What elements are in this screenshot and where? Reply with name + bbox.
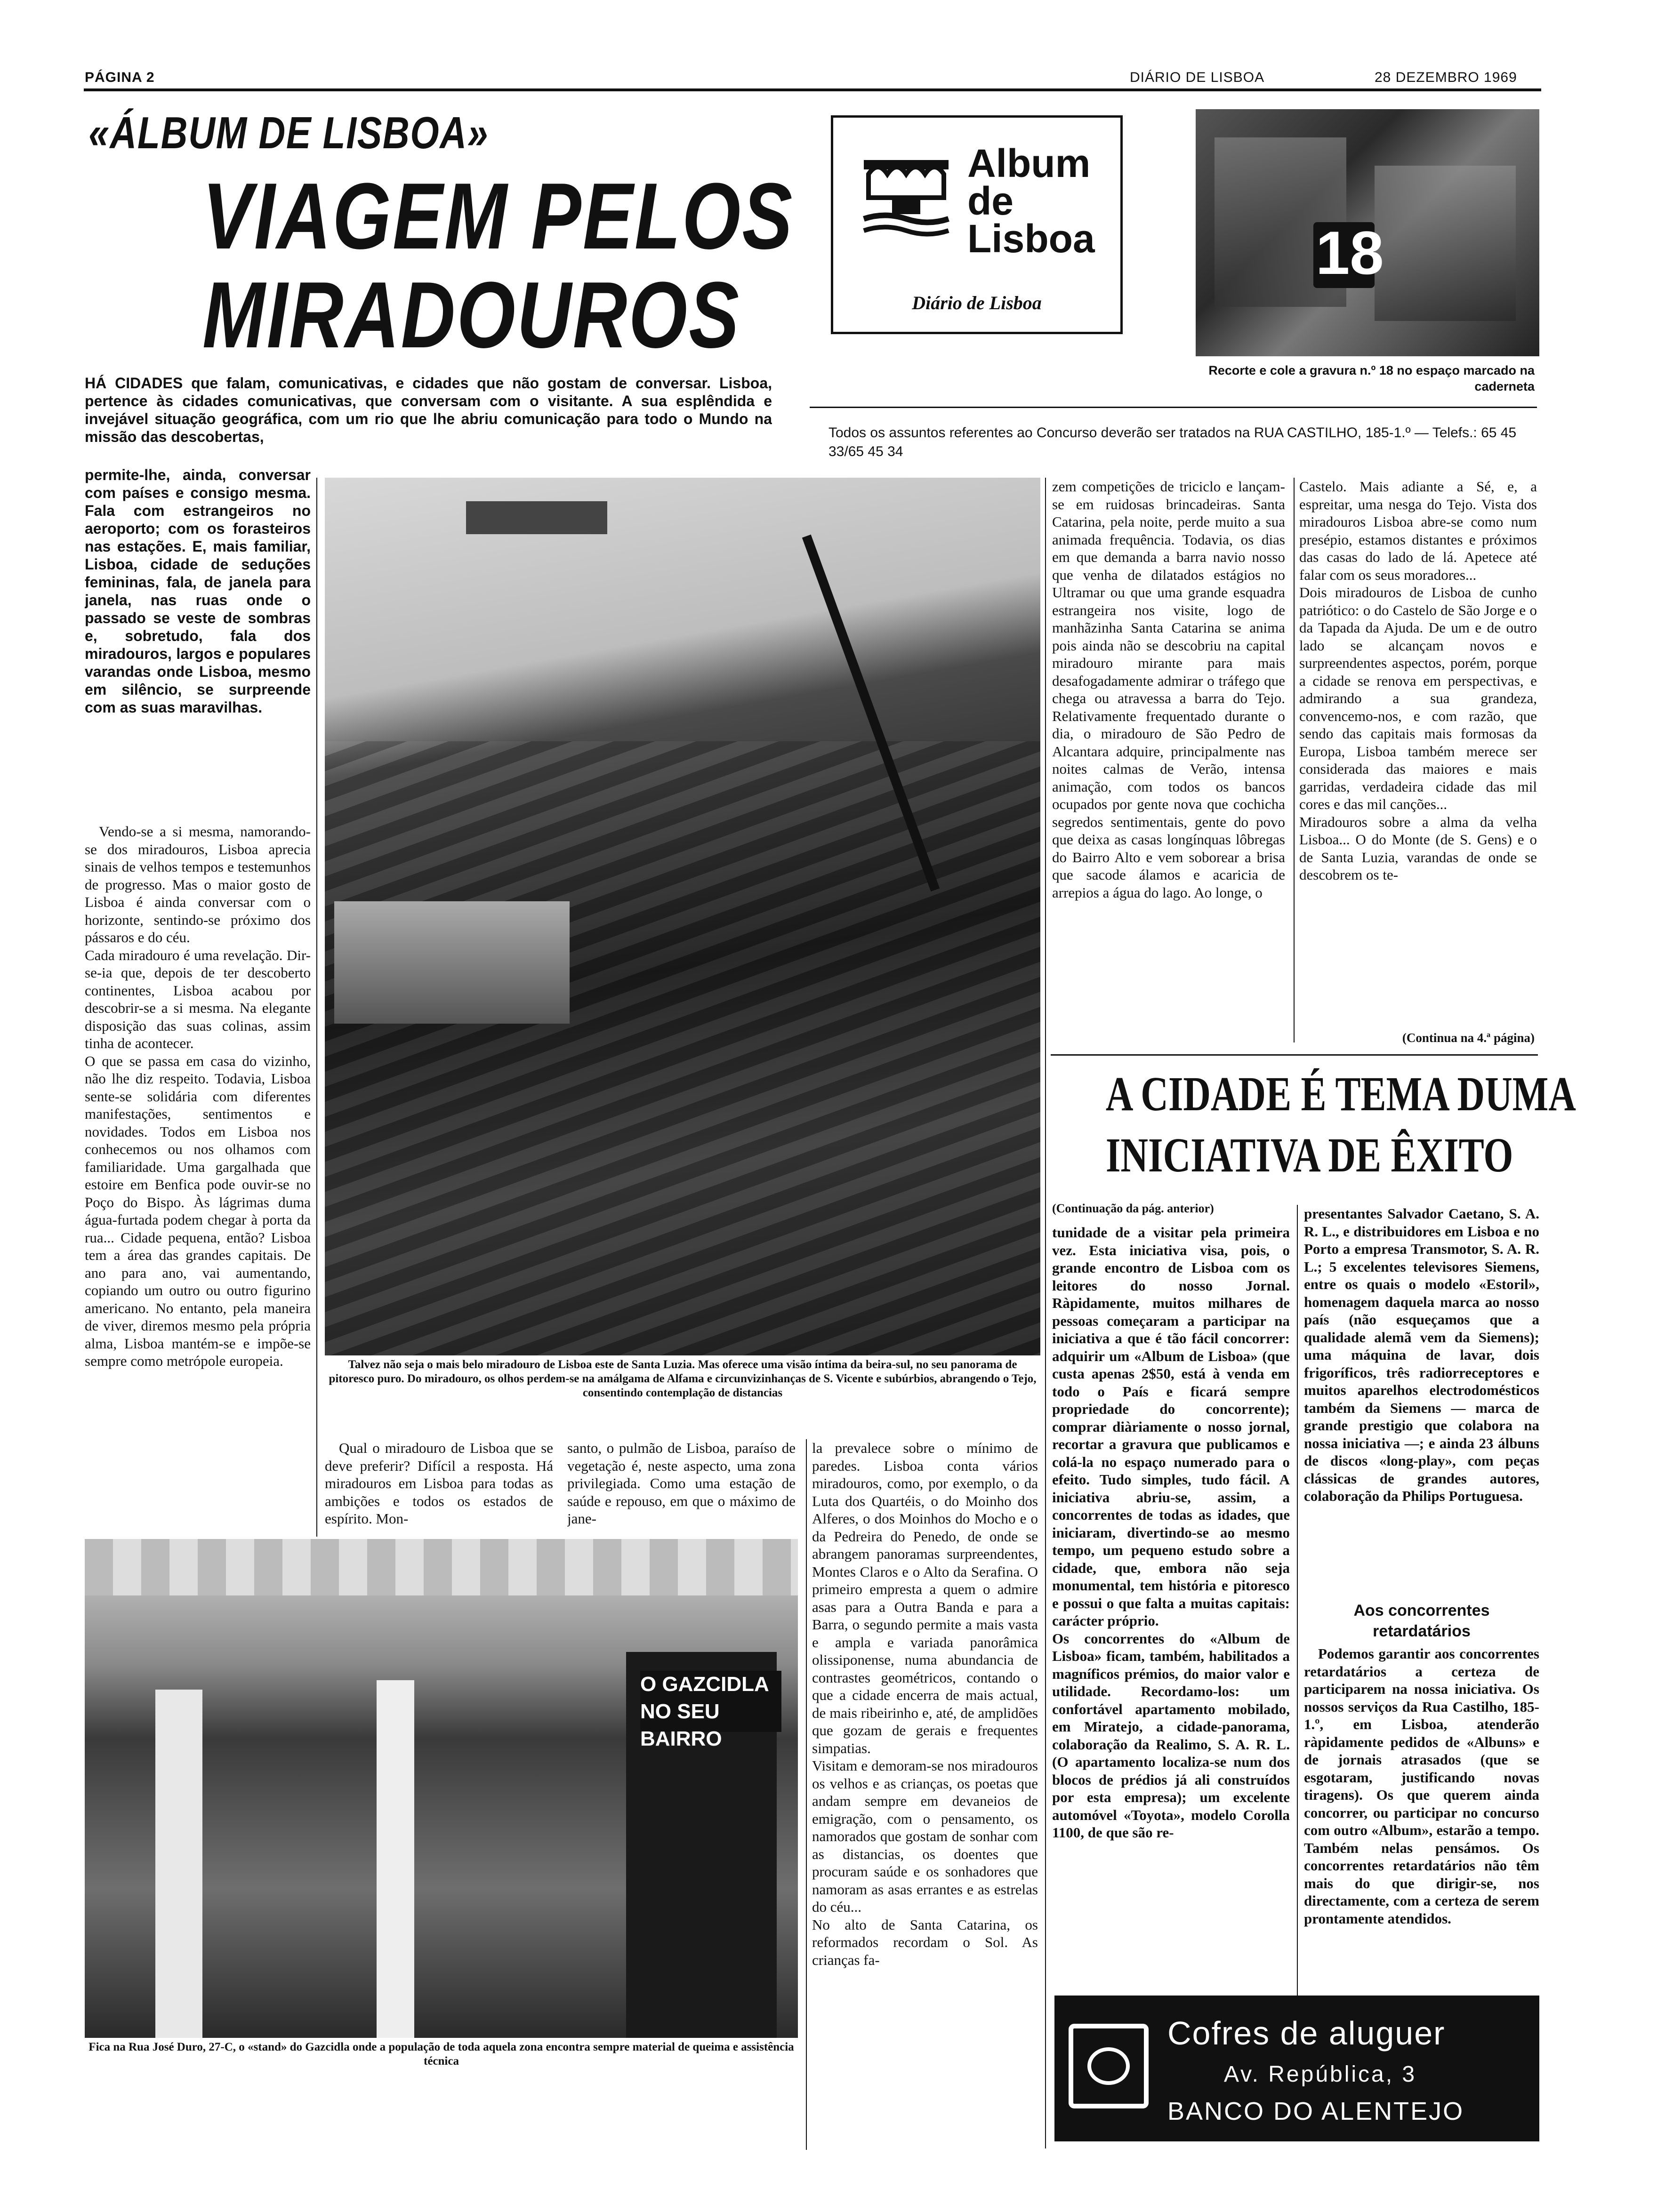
album-logo-box (831, 115, 1123, 334)
lisbon-emblem-icon (859, 146, 953, 240)
article-col-1-text: Vendo-se a si mesma, namorando-se dos miradouros, Lisboa aprecia sinais de velhos tempos e testemunhos de progresso. Mas o maior gosto de Lisboa é ainda conversar com o horizonte, sentindo-se próximo dos pássaros e do céu. Cada miradouro é uma revelação. Dir-se-ia que, depois de ter descoberto continentes, Lisboa acabou por descobrir-se a si mesma. Na elegante disposição das suas colinas, assim tinha de acontecer. O que se passa em casa do vizinho, não lhe diz respeito. Todavia, Lisboa sente-se solidária com diferentes manifestações, sentimentos e novidades. Todos em Lisboa nos conhecemos ou nos olhamos com familiaridade. Uma gargalhada que estoire em Benfica pode ouvir-se no Poço do Bispo. Às lágrimas duma água-furtada podem chegar à porta da rua... Cidade pequena, então? Lisboa tem a área das grandes capitais. De ano para ano, vai aumentando, copiando um outro ou outro figurino americano. No entanto, pela maneira de viver, diremos mesmo pela própria alma, Lisboa mantém-se e impõe-se sempre como metrópole europeia. (85, 823, 311, 1369)
second-title-line1: A CIDADE É TEMA DUMA (1105, 1067, 1576, 1121)
ad-title: Cofres de aluguer (1167, 2015, 1446, 2052)
ad-bank-name: BANCO DO ALENTEJO (1167, 2097, 1464, 2125)
contest-notice: Todos os assuntos referentes ao Concurso deverão ser tratados na RUA CASTILHO, 185-1.º — Telefs.: 65 45 33/65 45 34 (828, 425, 1517, 459)
second-col-b2-text: Podemos garantir aos concorrentes retardatários a certeza de participarem na nossa iniciativa. Os nossos serviços da Rua Castilho, 185-1.º, em Lisboa, atenderão ràpidamente pedidos de «Albuns» e de jornais atrasados (que se esgotaram, justificando novas tiragens). Os que querem ainda concorrer, ou participar no concurso com outro «Album», estarão a tempo. Também nelas pensámos. Os concorrentes retardatários não têm mais do que dirigir-se, nos directamente, com a certeza de serem prontamente atendidos. (1304, 1645, 1539, 1927)
album-title-2: de (967, 179, 1014, 223)
article-col-5 (1299, 478, 1537, 1028)
article-col-2a (325, 1439, 553, 1540)
bank-advert (1054, 1996, 1539, 2141)
article-title-line1: VIAGEM PELOS (202, 164, 794, 269)
photo1-caption: Talvez não seja o mais belo miradouro de Lisboa este de Santa Luzia. Mas oferece uma visão íntima da beira-sul, no seu panorama de pitoresco puro. Do miradouro, os olhos perdem-se na amálgama de Alfama e circunvizinhanças de S. Vicente e subúrbios, abrangendo o Tejo, consentindo contemplação de distancias (329, 1358, 1037, 1399)
second-title-line2: INICIATIVA DE ÊXITO (1105, 1128, 1513, 1182)
article-kicker: «ÁLBUM DE LISBOA» (88, 108, 489, 158)
continuation-note: (Continuação da pág. anterior) (1052, 1202, 1214, 1215)
column-rule (806, 1439, 807, 2150)
article-col-2b (567, 1439, 796, 1540)
masthead-name: DIÁRIO DE LISBOA (1130, 70, 1265, 85)
article-col-3-text: la prevalece sobre o mínimo de paredes. Lisboa conta vários miradouros, como, por exemplo, o da Luta dos Quartéis, o do Moinho dos Alferes, o dos Moinhos do Mocho e o da Pedreira do Penedo, de onde se abrangem panoramas surpreendentes, Montes Claros e o Alto da Serafina. O primeiro empresta a quem o admire asas para a Outra Banda e para a Barra, o segundo permite a mais vasta e ampla e variada panorâmica olissiponense, numa abundancia de contrastes geométricos, contando o que a cidade encerra de mais actual, de mais ribeirinho e, até, de amplidões que gozam de gerais e frequentes simpatias. Visitam e demoram-se nos miradouros os velhos e as crianças, os poetas que andam sempre em devaneios de emigração, com o pensamento, os namorados que gostam de sonhar com as distancias, os doentes que procuram saúde e os sonhadores que namoram as asas errantes e as estrelas do céu... No alto de Santa Catarina, os reformados recordam o Sol. As crianças fa- (812, 1440, 1038, 1968)
safe-icon (1069, 2024, 1149, 2108)
album-publisher: Diário de Lisboa (912, 292, 1042, 313)
ad-address: Av. República, 3 (1224, 2062, 1417, 2087)
notice-rule (810, 407, 1537, 408)
continues-note: (Continua na 4.ª página) (1402, 1031, 1535, 1045)
issue-date: 28 DEZEMBRO 1969 (1375, 70, 1517, 85)
column-rule (1297, 1205, 1298, 1996)
album-title-3: Lisboa (967, 216, 1095, 261)
article-lead: HÁ CIDADES que falam, comunicativas, e cidades que não gostam de conversar. Lisboa, pertence às cidades comunicativas, que conversam com o visitante. A sua esplêndida e invejável situação geográfica, com um rio que lhe abriu comunicação para todo o Mundo na missão das descobertas, (85, 375, 772, 445)
engraving-number: 18 (1316, 218, 1384, 287)
photo2-caption: Fica na Rua José Duro, 27-C, o «stand» do Gazcidla onde a população de toda aquela zona encontra sempre material de queima e assistência técnica (88, 2041, 794, 2068)
gazcidla-photo (85, 1539, 798, 2038)
second-col-a (1052, 1224, 1290, 1996)
engraving-caption: Recorte e cole a gravura n.º 18 no espaço marcado na caderneta (1208, 363, 1535, 393)
miradouro-photo (325, 478, 1040, 1355)
header-rule (84, 88, 1541, 91)
article-col-2b-text: santo, o pulmão de Lisboa, paraíso de vegetação é, neste aspecto, uma zona privilegiada. Como uma estação de saúde e repouso, em que o máximo de jane- (567, 1440, 796, 1527)
ship-shape (466, 501, 607, 534)
section-rule (1051, 1054, 1538, 1056)
engraving-photo (1196, 109, 1539, 356)
gazcidla-sign-line1: O GAZCIDLA (640, 1673, 769, 1696)
second-col-b-text: presentantes Salvador Caetano, S. A. R. L., e distribuidores em Lisboa e no Porto a empresa Transmotor, S. A. R. L.; 5 excelentes televisores Siemens, entre os quais o modelo «Estoril», homenagem daquela marca ao nosso país (não esqueçamos que a qualidade alemã vem da Siemens); uma máquina de lavar, dois frigoríficos, três radiorreceptores e muitos aparelhos electrodomésticos também da Siemens — marca de grande prestigio que colabora na nossa iniciativa —; e ainda 23 álbuns de discos «long-play», com peças clássicas de grandes autores, colaboração da Philips Portuguesa. (1304, 1205, 1539, 1504)
second-col-a-text: tunidade de a visitar pela primeira vez. Esta iniciativa visa, pois, o grande encontro de Lisboa com os leitores do nosso Jornal. Ràpidamente, muitos milhares de pessoas começaram a participar na iniciativa a que é tão fácil concorrer: adquirir um «Album de Lisboa» (que custa apenas 2$50, está à venda em todo o País e ficará sempre propriedade do concorrente); comprar diàriamente o nosso jornal, recortar a gravura que publicamos e colá-la no espaço numerado para o efeito. Tudo simples, tudo fácil. A iniciativa abriu-se, assim, a concorrentes de todas as idades, que iniciaram, divertindo-se ao mesmo tempo, um pequeno estudo sobre a cidade, que, embora não seja monumental, tem história e pitoresco e possui o que falta a muitas capitais: carácter próprio. Os concorrentes do «Album de Lisboa» ficam, também, habilitados a magníficos prémios, do maior valor e utilidade. Recordamo-los: um confortável apartamento mobilado, em Miratejo, a cidade-panorama, colaboração da Realimo, S. A. R. L. (O apartamento localiza-se num dos blocos de prédios já ali construídos por esta empresa); um excelente automóvel «Toyota», modelo Corolla 1100, de que são re- (1052, 1224, 1290, 1841)
column-rule (316, 478, 317, 1537)
article-title-line2: MIRADOUROS (202, 263, 741, 368)
article-col-5-text: Castelo. Mais adiante a Sé, e, a espreitar, uma nesga do Tejo. Vista dos miradouros Lisboa abre-se como num presépio, estamos distantes e próximos das casas do lado de lá. Apetece até falar com os seus moradores... Dois miradouros de Lisboa de cunho patriótico: o do Castelo de São Jorge e o da Tapada da Ajuda. De um e de outro lado se alcançam novos e surpreendentes aspectos, porém, porque a cidade se renova em perspectivas, e admirando a sua grandeza, convencemo-nos, e com razão, que sendo das capitais mais formosas da Europa, Lisboa também merece ser considerada das maiores e mais garridas, verdadeira cidade das mil cores e das mil canções... Miradouros sobre a alma da velha Lisboa... O do Monte (de S. Gens) e o de Santa Luzia, varandas de onde se descobrem os te- (1299, 478, 1537, 883)
article-col-4 (1052, 478, 1285, 1040)
second-col-b2 (1304, 1645, 1539, 1996)
article-lead-column: permite-lhe, ainda, conversar com países e consigo mesma. Fala com estrangeiros no aeroporto; com os forasteiros nas estações. E, mais familiar, Lisboa, cidade de seduções femininas, fala, de janela para janela, nas ruas onde o passado se veste de sombras e, sobretudo, fala dos miradouros, largos e populares varandas onde Lisboa, mesmo em silêncio, se surpreende com as suas maravilhas. (85, 466, 311, 716)
article-col-3 (812, 1439, 1038, 2150)
gazcidla-sign (640, 1671, 781, 1750)
second-col-b (1304, 1205, 1539, 1605)
column-rule (1045, 478, 1046, 2148)
article-col-4-text: zem competições de triciclo e lançam-se em ruidosas brincadeiras. Santa Catarina, pela noite, perde muito a sua animada frequência. Todavia, os dias em que demanda a barra navio nosso que venha de dilatados estágios no Ultramar ou que uma grande esquadra estrangeira nos visite, logo de manhãzinha Santa Catarina se anima pois ainda não se descobriu na capital miradouro mirante para mais desafogadamente admirar o tráfego que chega ou atravessa a barra do Tejo. Relativamente frequentado durante o dia, o miradouro de São Pedro de Alcantara adquire, principalmente nas noites calmas de Verão, intensa animação, com todos os bancos ocupados por gente nova que cochicha segredos sentimentais, gente do povo que deixa as casas longínquas lôbregas do Bairro Alto e vem soborear a brisa que sacode álamos e acaricia de arrepios a água do lago. Ao longe, o (1052, 478, 1285, 901)
article-col-2a-text: Qual o miradouro de Lisboa que se deve preferir? Difícil a resposta. Há miradouros em Lisboa para todas as ambições e todos os estados de espírito. Mon- (325, 1440, 553, 1527)
article-col-1 (85, 823, 311, 1540)
retardatarios-subhead: Aos concorrentes retardatários (1353, 1602, 1490, 1640)
album-title-1: Album (967, 141, 1091, 185)
gazcidla-sign-line2: NO SEU BAIRRO (640, 1700, 722, 1750)
page-number: PÁGINA 2 (85, 70, 155, 85)
column-rule (1294, 478, 1295, 1042)
